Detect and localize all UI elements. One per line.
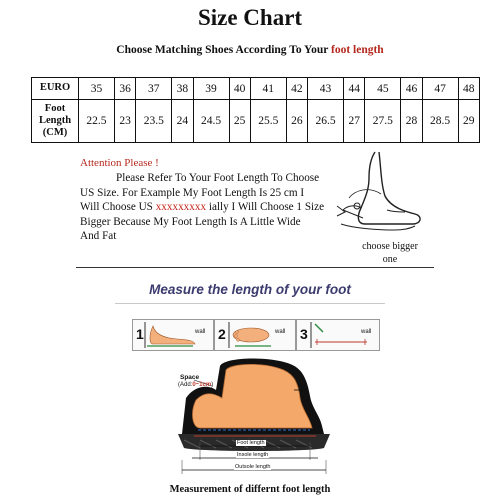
- length-cell: 27: [344, 100, 365, 143]
- length-cell: 25.5: [250, 100, 286, 143]
- length-cell: 24.5: [193, 100, 229, 143]
- subtitle-prefix: Choose Matching Shoes According To Your: [116, 44, 331, 56]
- attention-title: Attention Please !: [80, 157, 159, 169]
- measure-heading: Measure the length of your foot: [149, 282, 351, 297]
- foot-length-label: Foot length: [237, 440, 265, 446]
- euro-cell: 46: [401, 78, 422, 100]
- euro-cell: 35: [79, 78, 115, 100]
- attention-line-2: US Size. For Example My Foot Length Is 25 cm I: [80, 186, 305, 199]
- ruler-icon: [297, 320, 379, 350]
- length-cell: 29: [458, 100, 479, 143]
- step-1-panel: [132, 319, 214, 351]
- space-add-label: [178, 382, 213, 388]
- attention-line-3-post: ially I Will Choose 1 Size: [206, 201, 325, 214]
- euro-cell: 38: [172, 78, 193, 100]
- length-cell: 27.5: [365, 100, 401, 143]
- step-1-wall-label: wall: [195, 329, 206, 335]
- step-3-wall-label: wall: [361, 329, 372, 335]
- euro-cell: 36: [114, 78, 135, 100]
- length-cell: 24: [172, 100, 193, 143]
- foot-length-row: [32, 100, 480, 143]
- step-2-wall-label: wall: [275, 329, 286, 335]
- foot-sketch-icon: [335, 150, 427, 240]
- length-cell: 28: [401, 100, 422, 143]
- step-1-number: 1: [136, 326, 144, 342]
- euro-cell: 41: [250, 78, 286, 100]
- attention-line-3: [80, 200, 352, 215]
- length-cell: 23: [114, 100, 135, 143]
- attention-line-4: Bigger Because My Foot Length Is A Little Wide: [80, 215, 301, 228]
- step-3-number: 3: [300, 326, 308, 342]
- foot-top-icon: [215, 320, 295, 350]
- space-add-suffix: ): [211, 382, 214, 388]
- step-2-number: 2: [218, 326, 226, 342]
- euro-cell: 45: [365, 78, 401, 100]
- foot-length-header: Foot Length (CM): [32, 100, 79, 143]
- space-add-value: 0~1cm: [192, 382, 212, 388]
- step-3-panel: [296, 319, 380, 351]
- choose-note: choose bigger one: [362, 241, 418, 265]
- attention-line-1: Please Refer To Your Foot Length To Choose: [116, 172, 320, 184]
- length-cell: 28.5: [422, 100, 458, 143]
- foot-side-icon: [133, 320, 213, 350]
- length-cell: 26.5: [308, 100, 344, 143]
- subtitle: [0, 44, 500, 56]
- space-label: Space: [180, 374, 200, 381]
- outsole-length-label: Outsole length: [235, 464, 271, 470]
- euro-cell: 40: [229, 78, 250, 100]
- euro-cell: 47: [422, 78, 458, 100]
- euro-cell: 39: [193, 78, 229, 100]
- euro-row: [32, 78, 480, 100]
- step-2-panel: [214, 319, 296, 351]
- length-cell: 25: [229, 100, 250, 143]
- euro-cell: 48: [458, 78, 479, 100]
- euro-header: EURO: [32, 78, 79, 100]
- subtitle-highlight: foot length: [330, 44, 384, 56]
- diagram-caption: Measurement of differnt foot length: [169, 484, 331, 495]
- euro-cell: 43: [308, 78, 344, 100]
- insole-length-label: Insole length: [237, 452, 269, 458]
- attention-line-3-pre: Will Choose US: [80, 201, 156, 214]
- length-cell: 26: [286, 100, 307, 143]
- attention-body: [80, 171, 352, 244]
- size-table: [31, 77, 480, 143]
- heading-underline: [115, 303, 385, 304]
- divider: [76, 267, 434, 268]
- foot-measurement-diagram: [160, 356, 340, 484]
- euro-cell: 42: [286, 78, 307, 100]
- attention-line-5: And Fat: [80, 230, 117, 243]
- euro-cell: 44: [344, 78, 365, 100]
- euro-cell: 37: [136, 78, 172, 100]
- space-add-prefix: (Add:: [178, 382, 193, 388]
- attention-redacted: xxxxxxxxx: [155, 201, 207, 214]
- page-title: Size Chart: [197, 5, 303, 30]
- length-cell: 22.5: [79, 100, 115, 143]
- length-cell: 23.5: [136, 100, 172, 143]
